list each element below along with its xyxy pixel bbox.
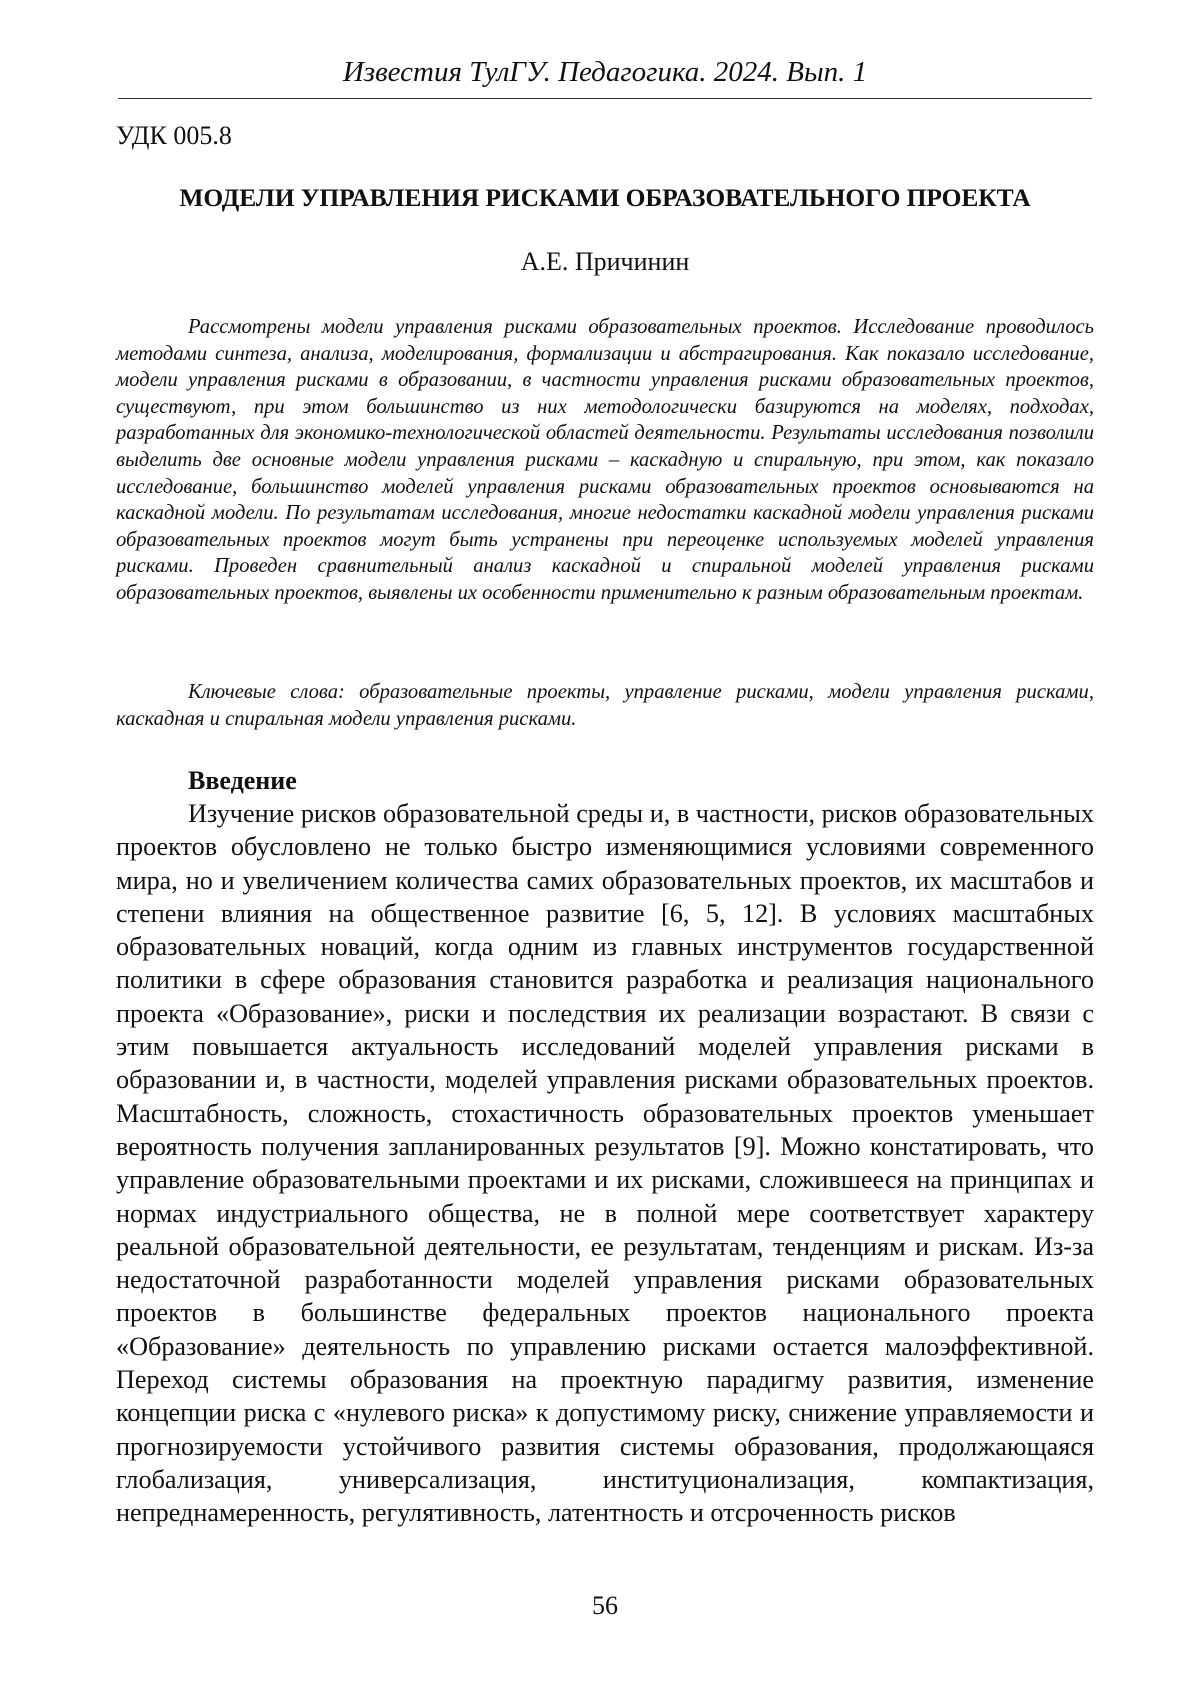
article-author: А.Е. Причинин xyxy=(520,247,690,276)
article-title: МОДЕЛИ УПРАВЛЕНИЯ РИСКАМИ ОБРАЗОВАТЕЛЬНОГО ПРОЕКТА xyxy=(179,183,1031,212)
journal-running-header: Известия ТулГУ. Педагогика. 2024. Вып. 1 xyxy=(342,56,868,88)
article-abstract: Рассмотрены модели управления рисками образовательных проектов. Исследование проводилось методами синтеза, анализа, моделирования, формализации и абстрагирования. Как показало исследование, модели управления рисками в образовании, в частности управления рисками образовательных проектов, существуют, при этом большинство из них методологически базируются на моделях, подходах, разработанных для экономико-технологической областей деятельности. Результаты исследования позволили выделить две основные модели управления рисками – каскадную и спиральную, при этом, как показало исследование, большинство моделей управления рисками образовательных проектов основываются на каскадной модели. По результатам исследования, многие недостатки каскадной модели управления рисками образовательных проектов могут быть устранены при переоценке используемых моделей управления рисками. Проведен сравнительный анализ каскадной и спиральной моделей управления рисками образовательных проектов, выявлены их особенности применительно к разным образовательным проектам. xyxy=(116,316,1094,604)
udc-code: УДК 005.8 xyxy=(116,121,232,150)
page-number: 56 xyxy=(592,1591,618,1620)
introduction-paragraph: Изучение рисков образовательной среды и, в частности, рисков образовательных проектов обусловлено не только быстро изменяющимися условиями современного мира, но и увеличением количества самих образовательных проектов, их масштабов и степени влияния на общественное развитие [6, 5, 12]. В условиях масштабных образовательных новаций, когда одним из главных инструментов государственной политики в сфере образования становится разработка и реализация национального проекта «Образование», риски и последствия их реализации возрастают. В связи с этим повышается актуальность исследований моделей управления рисками в образовании и, в частности, моделей управления рисками образовательных проектов. Масштабность, сложность, стохастичность образовательных проектов уменьшает вероятность получения запланированных результатов [9]. Можно констатировать, что управление образовательными проектами и их рисками, сложившееся на принципах и нормах индустриального общества, не в полной мере соответствует характеру реальной образовательной деятельности, ее результатам, тенденциям и рискам. Из-за недостаточной разработанности моделей управления рисками образовательных проектов в большинстве федеральных проектов национального проекта «Образование» деятельность по управлению рисками остается малоэффективной. Переход системы образования на проектную парадигму развития, изменение концепции риска с «нулевого риска» к допустимому риску, снижение управляемости и прогнозируемости устойчивого развития системы образования, продолжающаяся глобализация, универсализация, институционализация, компактизация, непреднамеренность, регулятивность, латентность и отсроченность рисков xyxy=(116,799,1094,1528)
section-heading-introduction: Введение xyxy=(188,766,297,795)
header-divider xyxy=(118,98,1092,99)
article-keywords: Ключевые слова: образовательные проекты, управление рисками, модели управления рисками, каскадная и спиральная модели управления рисками. xyxy=(116,681,1094,730)
